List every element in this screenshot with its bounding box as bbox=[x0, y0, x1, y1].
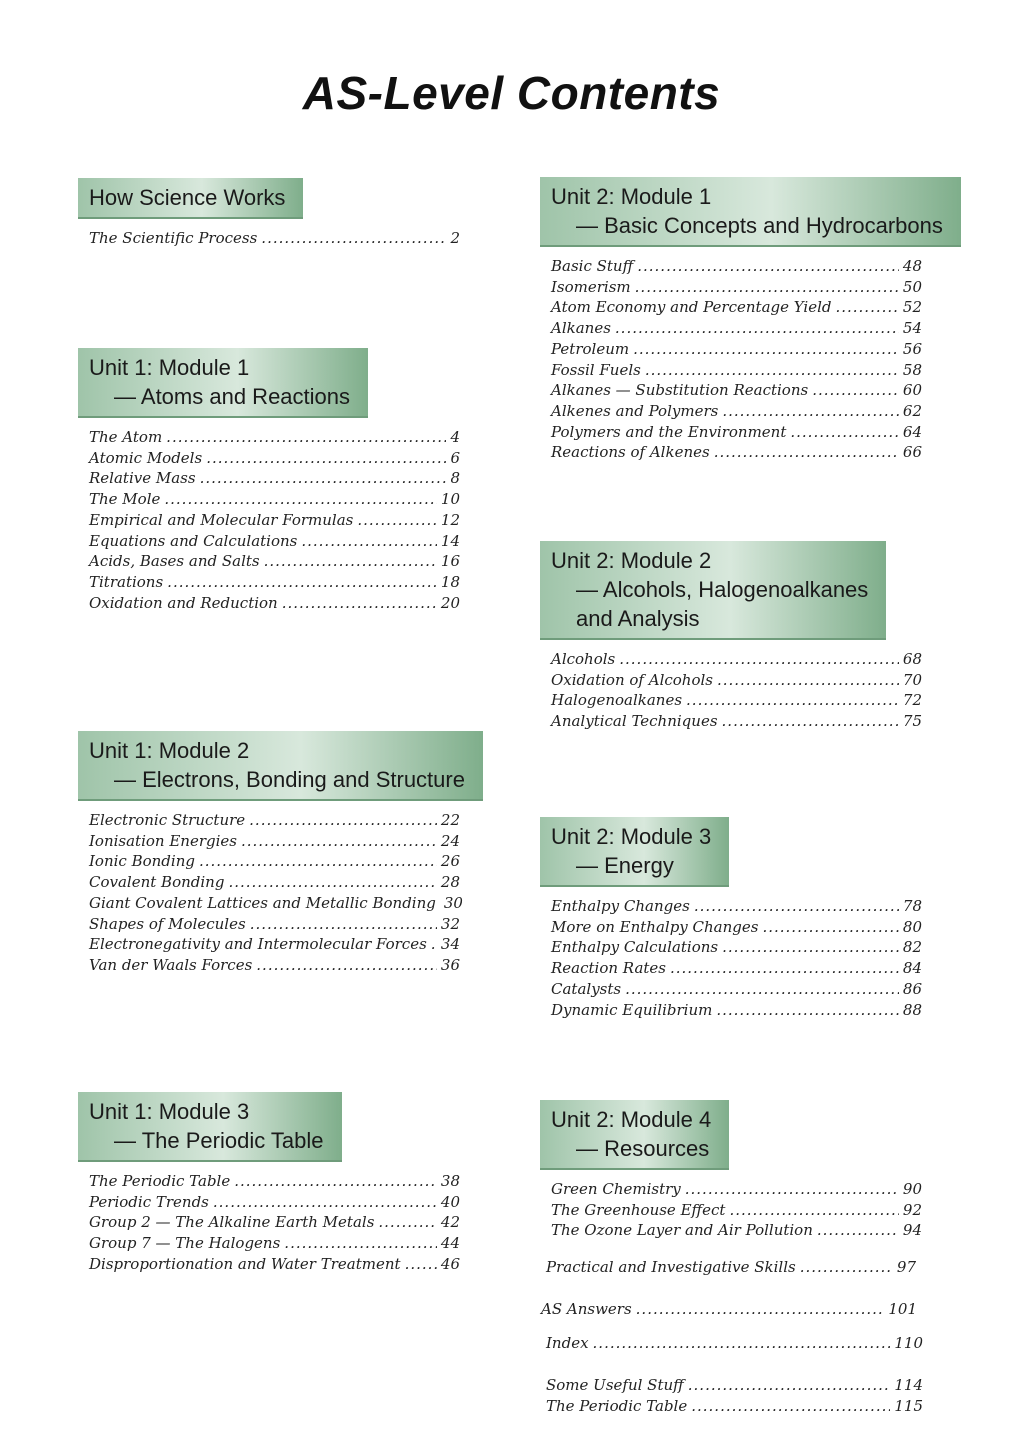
entry-title: Green Chemistry bbox=[551, 1180, 681, 1198]
leader-dots bbox=[694, 896, 899, 917]
page-number: 58 bbox=[902, 360, 922, 379]
section-heading bbox=[540, 177, 961, 247]
entry-title: Alcohols bbox=[551, 650, 616, 668]
page-number: 8 bbox=[450, 469, 460, 488]
heading-line: — The Periodic Table bbox=[114, 1128, 324, 1153]
page-number: 30 bbox=[443, 893, 463, 912]
leader-dots bbox=[688, 1375, 891, 1396]
entry-title: The Greenhouse Effect bbox=[551, 1200, 726, 1219]
entry-title: Group 2 — The Alkaline Earth Metals bbox=[89, 1213, 375, 1232]
leader-dots bbox=[637, 256, 899, 277]
page-number: 10 bbox=[440, 490, 460, 509]
leader-dots bbox=[200, 468, 447, 489]
heading-line: — Resources bbox=[576, 1136, 710, 1161]
leader-dots bbox=[625, 979, 899, 1000]
toc-entry[interactable] bbox=[78, 914, 460, 935]
heading-line: Unit 2: Module 2 bbox=[551, 548, 712, 573]
entry-title: Atom Economy and Percentage Yield bbox=[551, 298, 832, 317]
section-heading bbox=[540, 1100, 729, 1170]
toc-entry[interactable] bbox=[78, 468, 460, 489]
entry-title: Empirical and Molecular Formulas bbox=[89, 510, 354, 529]
page-number: 101 bbox=[888, 1300, 917, 1318]
leader-dots bbox=[378, 1212, 437, 1233]
leader-dots bbox=[635, 277, 899, 298]
page-number: 14 bbox=[440, 531, 460, 550]
entry-title: Index bbox=[546, 1334, 589, 1352]
section-heading bbox=[78, 178, 303, 219]
page-number: 20 bbox=[440, 593, 460, 612]
entry-list bbox=[540, 649, 922, 732]
entry-title: Electronegativity and Intermolecular Forces bbox=[89, 935, 427, 954]
extra-useful bbox=[535, 1375, 923, 1416]
page-number: 36 bbox=[440, 955, 460, 974]
entry-title: Fossil Fuels bbox=[551, 360, 641, 379]
page-number: 94 bbox=[902, 1221, 922, 1240]
toc-entry[interactable] bbox=[530, 1299, 917, 1320]
toc-entry[interactable] bbox=[78, 489, 460, 510]
entry-title: Ionisation Energies bbox=[89, 831, 237, 850]
page-number: 90 bbox=[902, 1180, 922, 1198]
leader-dots bbox=[593, 1333, 891, 1354]
entry-title: Acids, Bases and Salts bbox=[89, 552, 260, 571]
toc-entry[interactable] bbox=[78, 510, 460, 531]
toc-entry[interactable] bbox=[540, 1220, 922, 1241]
section-unit2-module4 bbox=[540, 1100, 922, 1241]
entry-title: Some Useful Stuff bbox=[546, 1376, 684, 1394]
entry-list bbox=[78, 228, 460, 249]
entry-list bbox=[540, 1179, 922, 1241]
page-number: 40 bbox=[440, 1192, 460, 1211]
entry-title: Group 7 — The Halogens bbox=[89, 1234, 281, 1253]
toc-entry[interactable] bbox=[78, 1171, 460, 1192]
toc-entry[interactable] bbox=[78, 851, 460, 872]
extra-practical bbox=[535, 1257, 916, 1278]
page-number: 75 bbox=[902, 712, 922, 731]
entry-title: Enthalpy Changes bbox=[551, 897, 690, 915]
heading-line: — Alcohols, Halogenoalkanes bbox=[576, 577, 869, 602]
page-number: 64 bbox=[902, 422, 922, 441]
entry-title: Giant Covalent Lattices and Metallic Bonding bbox=[89, 893, 436, 912]
entry-list bbox=[540, 256, 922, 463]
leader-dots bbox=[686, 690, 899, 711]
section-how-science-works bbox=[78, 178, 460, 249]
entry-list bbox=[540, 896, 922, 1020]
toc-entry[interactable] bbox=[540, 442, 922, 463]
leader-dots bbox=[234, 1171, 437, 1192]
leader-dots bbox=[762, 917, 898, 938]
entry-title: Ionic Bonding bbox=[89, 852, 195, 871]
toc-entry[interactable] bbox=[535, 1333, 923, 1354]
toc-entry[interactable] bbox=[540, 256, 922, 277]
entry-title: Alkanes — Substitution Reactions bbox=[551, 381, 809, 400]
page-number: 44 bbox=[440, 1234, 460, 1253]
toc-entry[interactable] bbox=[540, 380, 922, 401]
entry-title: The Periodic Table bbox=[89, 1172, 231, 1190]
toc-entry[interactable] bbox=[540, 1179, 922, 1200]
toc-entry[interactable] bbox=[540, 1200, 922, 1221]
toc-entry[interactable] bbox=[540, 979, 922, 1000]
section-unit2-module1 bbox=[540, 177, 943, 463]
section-heading bbox=[78, 1092, 342, 1162]
page-number: 22 bbox=[440, 811, 460, 829]
page-number: 88 bbox=[902, 1000, 922, 1019]
entry-list bbox=[78, 1171, 460, 1275]
heading-line: Unit 2: Module 1 bbox=[551, 184, 712, 209]
leader-dots bbox=[284, 1233, 437, 1254]
entry-title: Oxidation of Alcohols bbox=[551, 670, 713, 689]
leader-dots bbox=[729, 1200, 898, 1221]
leader-dots bbox=[301, 531, 437, 552]
leader-dots bbox=[714, 442, 899, 463]
toc-entry[interactable] bbox=[540, 690, 922, 711]
entry-title: Shapes of Molecules bbox=[89, 914, 246, 933]
entry-list bbox=[78, 810, 463, 976]
section-heading bbox=[78, 348, 368, 418]
leader-dots bbox=[812, 380, 899, 401]
toc-entry[interactable] bbox=[540, 360, 922, 381]
entry-title: Enthalpy Calculations bbox=[551, 938, 719, 957]
entry-title: AS Answers bbox=[541, 1300, 632, 1318]
leader-dots bbox=[645, 360, 899, 381]
page-number: 68 bbox=[902, 650, 922, 668]
leader-dots bbox=[722, 937, 899, 958]
toc-entry[interactable] bbox=[540, 711, 922, 732]
leader-dots bbox=[167, 572, 437, 593]
entry-title: More on Enthalpy Changes bbox=[551, 917, 759, 936]
heading-line: — Electrons, Bonding and Structure bbox=[114, 767, 465, 792]
toc-entry[interactable] bbox=[535, 1257, 916, 1278]
entry-title: Practical and Investigative Skills bbox=[546, 1258, 796, 1276]
toc-entry[interactable] bbox=[540, 422, 922, 443]
extra-index bbox=[535, 1333, 923, 1354]
page-number: 24 bbox=[440, 831, 460, 850]
entry-title: Alkanes bbox=[551, 319, 611, 338]
heading-line: Unit 1: Module 3 bbox=[89, 1099, 250, 1124]
page-number: 48 bbox=[902, 257, 922, 275]
toc-entry[interactable] bbox=[535, 1375, 923, 1396]
entry-title: The Mole bbox=[89, 490, 161, 509]
page-number: 56 bbox=[902, 339, 922, 358]
section-heading bbox=[540, 541, 886, 640]
entry-title: Analytical Techniques bbox=[551, 712, 718, 731]
page-number: 6 bbox=[450, 448, 460, 467]
page-number: 54 bbox=[902, 319, 922, 338]
heading-line: — Energy bbox=[576, 853, 674, 878]
page-number: 78 bbox=[902, 897, 922, 915]
toc-entry[interactable] bbox=[540, 937, 922, 958]
page-number: 28 bbox=[440, 873, 460, 892]
toc-entry[interactable] bbox=[78, 427, 460, 448]
section-unit1-module2 bbox=[78, 731, 465, 976]
page-number: 26 bbox=[440, 852, 460, 871]
page-number: 46 bbox=[440, 1254, 460, 1273]
page-number: 12 bbox=[440, 510, 460, 529]
leader-dots bbox=[213, 1192, 437, 1213]
section-unit2-module3 bbox=[540, 817, 922, 1020]
toc-entry[interactable] bbox=[540, 958, 922, 979]
heading-line: Unit 2: Module 3 bbox=[551, 824, 712, 849]
page-number: 62 bbox=[902, 401, 922, 420]
entry-title: Oxidation and Reduction bbox=[89, 593, 278, 612]
toc-entry[interactable] bbox=[78, 593, 460, 614]
section-unit1-module1 bbox=[78, 348, 460, 613]
leader-dots bbox=[405, 1254, 437, 1275]
entry-title: Titrations bbox=[89, 572, 164, 591]
toc-entry[interactable] bbox=[540, 670, 922, 691]
leader-dots bbox=[615, 318, 899, 339]
toc-entry[interactable] bbox=[78, 893, 463, 914]
heading-line: Unit 2: Module 4 bbox=[551, 1107, 712, 1132]
page-number: 82 bbox=[902, 938, 922, 957]
toc-entry[interactable] bbox=[540, 649, 922, 670]
toc-entry[interactable] bbox=[78, 1254, 460, 1275]
page-number: 38 bbox=[440, 1172, 460, 1190]
toc-entry[interactable] bbox=[78, 1233, 460, 1254]
toc-entry[interactable] bbox=[540, 1000, 922, 1021]
leader-dots bbox=[790, 422, 899, 443]
heading-line: How Science Works bbox=[89, 185, 286, 210]
leader-dots bbox=[199, 851, 437, 872]
toc-entry[interactable] bbox=[540, 896, 922, 917]
entry-title: Reaction Rates bbox=[551, 959, 666, 978]
leader-dots bbox=[250, 914, 437, 935]
leader-dots bbox=[633, 339, 899, 360]
page-number: 72 bbox=[902, 691, 922, 710]
toc-entry[interactable] bbox=[78, 934, 460, 955]
page-number: 84 bbox=[902, 959, 922, 978]
toc-entry[interactable] bbox=[540, 318, 922, 339]
leader-dots bbox=[716, 1000, 899, 1021]
heading-line: — Basic Concepts and Hydrocarbons bbox=[576, 213, 943, 238]
leader-dots bbox=[691, 1396, 890, 1417]
entry-title: Atomic Models bbox=[89, 448, 203, 467]
leader-dots bbox=[722, 711, 899, 732]
toc-entry[interactable] bbox=[78, 1192, 460, 1213]
leader-dots bbox=[619, 649, 899, 670]
toc-entry[interactable] bbox=[78, 551, 460, 572]
toc-entry[interactable] bbox=[540, 401, 922, 422]
entry-title: Dynamic Equilibrium bbox=[551, 1000, 713, 1019]
page-number: 60 bbox=[902, 381, 922, 400]
page-number: 42 bbox=[440, 1213, 460, 1232]
extra-answers bbox=[530, 1299, 917, 1320]
entry-title: Periodic Trends bbox=[89, 1192, 209, 1211]
leader-dots bbox=[164, 489, 437, 510]
section-unit1-module3 bbox=[78, 1092, 460, 1275]
leader-dots bbox=[256, 955, 437, 976]
page-number: 2 bbox=[450, 229, 460, 247]
toc-entry[interactable] bbox=[540, 297, 922, 318]
page-number: 86 bbox=[902, 979, 922, 998]
leader-dots bbox=[670, 958, 899, 979]
toc-entry[interactable] bbox=[535, 1396, 923, 1417]
leader-dots bbox=[722, 401, 899, 422]
leader-dots bbox=[206, 448, 446, 469]
section-unit2-module2 bbox=[540, 541, 922, 732]
page-number: 50 bbox=[902, 277, 922, 296]
leader-dots bbox=[717, 670, 899, 691]
heading-line: Unit 1: Module 1 bbox=[89, 355, 250, 380]
toc-entry[interactable] bbox=[78, 810, 460, 831]
page-number: 110 bbox=[894, 1334, 923, 1352]
entry-title: The Periodic Table bbox=[546, 1396, 688, 1415]
entry-title: Basic Stuff bbox=[551, 257, 634, 275]
page-number: 16 bbox=[440, 552, 460, 571]
leader-dots bbox=[817, 1220, 899, 1241]
page-number: 114 bbox=[894, 1376, 923, 1394]
toc-entry[interactable] bbox=[78, 448, 460, 469]
page-number: 97 bbox=[896, 1258, 916, 1276]
entry-title: Reactions of Alkenes bbox=[551, 443, 710, 462]
page-title: AS-Level Contents bbox=[302, 67, 721, 119]
page-number: 4 bbox=[450, 428, 460, 446]
toc-entry[interactable] bbox=[78, 1212, 460, 1233]
page-number: 66 bbox=[902, 443, 922, 462]
leader-dots bbox=[228, 872, 436, 893]
page-number: 115 bbox=[894, 1396, 923, 1415]
leader-dots bbox=[685, 1179, 899, 1200]
page-number: 70 bbox=[902, 670, 922, 689]
page-number: 80 bbox=[902, 917, 922, 936]
toc-entry[interactable] bbox=[78, 572, 460, 593]
page-number: 34 bbox=[440, 935, 460, 954]
entry-title: Disproportionation and Water Treatment bbox=[89, 1254, 401, 1273]
leader-dots bbox=[261, 228, 446, 249]
leader-dots bbox=[241, 831, 437, 852]
entry-title: Alkenes and Polymers bbox=[551, 401, 719, 420]
entry-title: The Ozone Layer and Air Pollution bbox=[551, 1221, 813, 1240]
toc-entry[interactable] bbox=[78, 831, 460, 852]
leader-dots bbox=[282, 593, 437, 614]
page-number: 92 bbox=[902, 1200, 922, 1219]
leader-dots bbox=[800, 1257, 893, 1278]
entry-title: Electronic Structure bbox=[89, 811, 246, 829]
toc-entry[interactable] bbox=[78, 955, 460, 976]
page-number: 52 bbox=[902, 298, 922, 317]
entry-title: Catalysts bbox=[551, 979, 622, 998]
toc-entry[interactable] bbox=[540, 277, 922, 298]
entry-title: The Atom bbox=[89, 428, 163, 446]
leader-dots bbox=[357, 510, 437, 531]
page-number: 18 bbox=[440, 572, 460, 591]
heading-line: and Analysis bbox=[576, 606, 700, 631]
entry-title: The Scientific Process bbox=[89, 229, 258, 247]
entry-title: Isomerism bbox=[551, 277, 631, 296]
entry-title: Covalent Bonding bbox=[89, 873, 225, 892]
toc-entry[interactable] bbox=[78, 531, 460, 552]
leader-dots bbox=[264, 551, 437, 572]
toc-entry[interactable] bbox=[78, 872, 460, 893]
section-heading bbox=[78, 731, 483, 801]
entry-title: Van der Waals Forces bbox=[89, 955, 253, 974]
section-heading bbox=[540, 817, 729, 887]
entry-title: Halogenoalkanes bbox=[551, 691, 683, 710]
leader-dots bbox=[166, 427, 446, 448]
heading-line: Unit 1: Module 2 bbox=[89, 738, 250, 763]
entry-title: Polymers and the Environment bbox=[551, 422, 787, 441]
entry-title: Petroleum bbox=[551, 339, 630, 358]
leader-dots bbox=[431, 934, 437, 955]
page-number: 32 bbox=[440, 914, 460, 933]
leader-dots bbox=[249, 810, 437, 831]
toc-entry[interactable] bbox=[540, 917, 922, 938]
toc-entry[interactable] bbox=[540, 339, 922, 360]
toc-entry[interactable] bbox=[78, 228, 460, 249]
entry-title: Relative Mass bbox=[89, 469, 196, 488]
entry-title: Equations and Calculations bbox=[89, 531, 298, 550]
leader-dots bbox=[835, 297, 898, 318]
heading-line: — Atoms and Reactions bbox=[114, 384, 351, 409]
entry-list bbox=[78, 427, 460, 613]
leader-dots bbox=[636, 1299, 885, 1320]
